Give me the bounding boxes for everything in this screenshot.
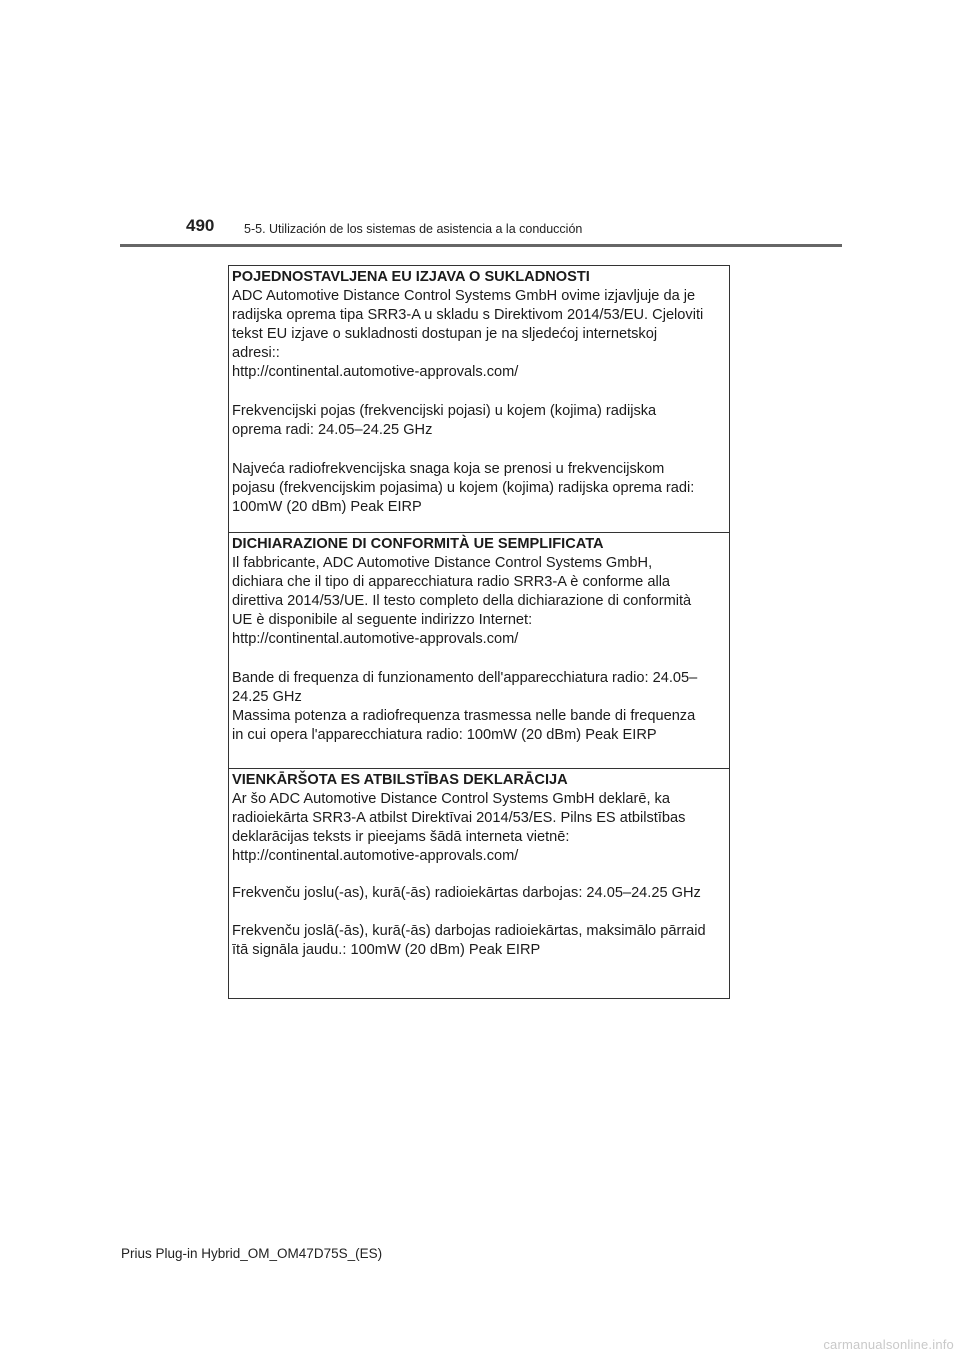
- declaration-line: ADC Automotive Distance Control Systems GmbH ovime izjavljuje da je: [232, 288, 696, 304]
- declaration-line: oprema radi: 24.05–24.25 GHz: [232, 422, 433, 438]
- declaration-croatian: [229, 266, 729, 532]
- declaration-line: pojasu (frekvencijskim pojasima) u kojem (kojima) radijska oprema radi:: [232, 480, 695, 496]
- declaration-line: in cui opera l'apparecchiatura radio: 100mW (20 dBm) Peak EIRP: [232, 727, 657, 743]
- declaration-box: [228, 265, 730, 999]
- header-rule: [120, 244, 842, 247]
- declaration-line: Najveća radiofrekvencijska snaga koja se prenosi u frekvencijskom: [232, 461, 665, 477]
- declaration-line: Frekvenču joslā(-ās), kurā(-ās) darbojas radioiekārtas, maksimālo pārraid: [232, 923, 706, 939]
- declaration-italian: [229, 533, 729, 768]
- section-title: 5-5. Utilización de los sistemas de asistencia a la conducción: [244, 222, 583, 236]
- declaration-line: radioiekārta SRR3-A atbilst Direktīvai 2014/53/ES. Pilns ES atbilstības: [232, 810, 686, 826]
- declaration-line: tekst EU izjave o sukladnosti dostupan je na sljedećoj internetskoj: [232, 326, 658, 342]
- declaration-line: Bande di frequenza di funzionamento dell'apparecchiatura radio: 24.05–: [232, 670, 698, 686]
- declaration-url: http://continental.automotive-approvals.com/: [232, 848, 519, 864]
- declaration-latvian: [229, 769, 729, 998]
- declaration-line: adresi::: [232, 345, 280, 361]
- watermark: carmanualsonline.info: [823, 1337, 954, 1352]
- declaration-line: deklarācijas teksts ir pieejams šādā interneta vietnē:: [232, 829, 570, 845]
- footer-document-id: Prius Plug-in Hybrid_OM_OM47D75S_(ES): [121, 1246, 383, 1261]
- declaration-heading: POJEDNOSTAVLJENA EU IZJAVA O SUKLADNOSTI: [232, 269, 590, 285]
- declaration-heading: VIENKĀRŠOTA ES ATBILSTĪBAS DEKLARĀCIJA: [232, 772, 568, 788]
- declaration-line: 100mW (20 dBm) Peak EIRP: [232, 499, 422, 515]
- declaration-line: Frekvencijski pojas (frekvencijski pojasi) u kojem (kojima) radijska: [232, 403, 657, 419]
- declaration-heading: DICHIARAZIONE DI CONFORMITÀ UE SEMPLIFICATA: [232, 536, 604, 552]
- declaration-line: Frekvenču joslu(-as), kurā(-ās) radioiekārtas darbojas: 24.05–24.25 GHz: [232, 885, 701, 901]
- page-number: 490: [186, 216, 215, 235]
- declaration-line: Ar šo ADC Automotive Distance Control Systems GmbH deklarē, ka: [232, 791, 670, 807]
- declaration-line: direttiva 2014/53/UE. Il testo completo della dichiarazione di conformità: [232, 593, 692, 609]
- declaration-line: ītā signāla jaudu.: 100mW (20 dBm) Peak EIRP: [232, 942, 541, 958]
- declaration-line: 24.25 GHz: [232, 689, 302, 705]
- declaration-line: Massima potenza a radiofrequenza trasmessa nelle bande di frequenza: [232, 708, 696, 724]
- declaration-line: dichiara che il tipo di apparecchiatura radio SRR3-A è conforme alla: [232, 574, 671, 590]
- declaration-line: UE è disponibile al seguente indirizzo Internet:: [232, 612, 533, 628]
- declaration-line: radijska oprema tipa SRR3-A u skladu s Direktivom 2014/53/EU. Cjeloviti: [232, 307, 704, 323]
- declaration-url: http://continental.automotive-approvals.com/: [232, 364, 519, 380]
- declaration-line: Il fabbricante, ADC Automotive Distance Control Systems GmbH,: [232, 555, 653, 571]
- declaration-url: http://continental.automotive-approvals.com/: [232, 631, 519, 647]
